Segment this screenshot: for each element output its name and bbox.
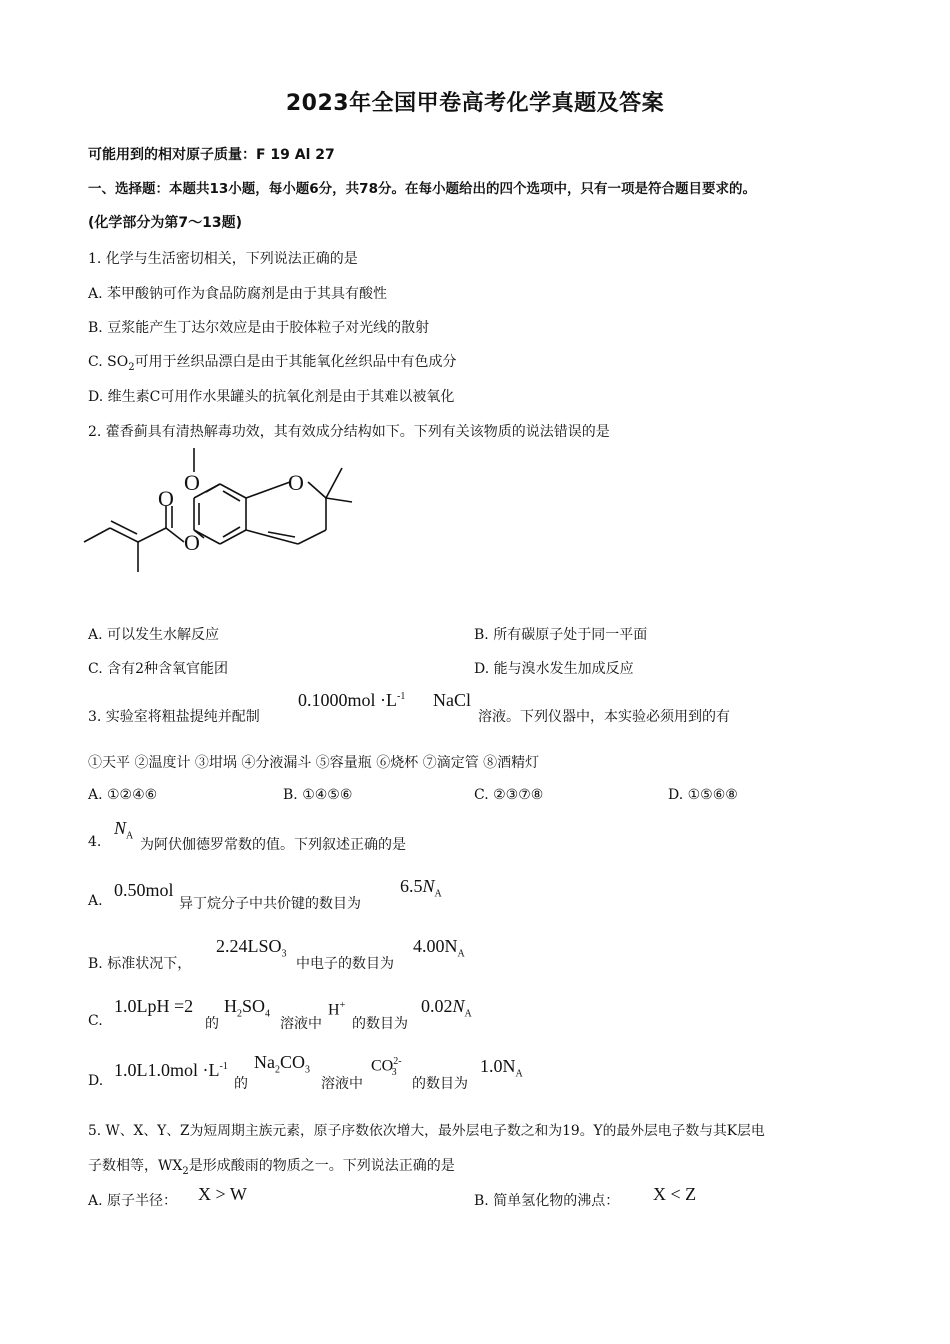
q4-c-so-sub: 4 <box>265 1008 271 1020</box>
q4-a-amount: 0.50mol <box>114 880 174 900</box>
q3-conc-sup: -1 <box>397 691 406 702</box>
q4-c-na: N <box>452 996 465 1016</box>
q4-c-so: SO <box>242 996 266 1016</box>
q5-option-b-math: X < Z <box>653 1184 697 1204</box>
q4-c-solution: 1.0LpH =2 <box>114 996 194 1016</box>
q3-stem-post: 溶液。下列仪器中，本实验必须用到的有 <box>478 709 730 725</box>
q5-line2-pre: 子数相等，WX <box>88 1158 183 1174</box>
q4-a-na-sub: A <box>434 888 442 900</box>
q4-a-value <box>400 876 442 900</box>
q4-c-text3: 的数目为 <box>352 1016 408 1032</box>
q4-d-solution <box>114 1060 228 1081</box>
q4-c-acid <box>224 996 270 1020</box>
q4-c-text2: 溶液中 <box>280 1016 322 1032</box>
q4-d-text2: 溶液中 <box>321 1076 363 1092</box>
q3-instruments: ①天平 ②温度计 ③坩埚 ④分液漏斗 ⑤容量瓶 ⑥烧杯 ⑦滴定管 ⑧酒精灯 <box>88 755 540 771</box>
q4-b-formula: 2.24LSO <box>216 936 282 956</box>
q1-option-a: A. 苯甲酸钠可作为食品防腐剂是由于其具有酸性 <box>88 286 388 302</box>
q4-c-value <box>421 996 472 1020</box>
q4-c-number: 0.02 <box>421 996 453 1016</box>
atom-o-methoxy: O <box>184 470 200 495</box>
q4-d-conc: 1.0L1.0mol ·L <box>114 1060 220 1080</box>
q4-d-ion <box>371 1056 402 1078</box>
atom-o-ring: O <box>288 470 304 495</box>
q4-b-sub: 3 <box>281 948 287 960</box>
q4-d-value <box>480 1056 523 1080</box>
q2-option-b: B. 所有碳原子处于同一平面 <box>474 627 648 643</box>
q4-d-ion-sup: 2- <box>393 1056 402 1067</box>
q4-d-ion-sub: 3 <box>391 1066 397 1078</box>
q2-option-c: C. 含有2种含氧官能团 <box>88 661 229 677</box>
atom-o-carbonyl: O <box>158 486 174 511</box>
q4-c-h-sub: 2 <box>237 1008 242 1020</box>
q4-stem-post: 为阿伏伽德罗常数的值。下列叙述正确的是 <box>140 837 406 853</box>
q3-concentration <box>298 690 405 711</box>
q5-line2 <box>88 1155 455 1177</box>
q2-option-a: A. 可以发生水解反应 <box>88 627 220 643</box>
q5-line2-post: 是形成酸雨的物质之一。下列说法正确的是 <box>188 1158 455 1174</box>
q1-option-c <box>88 351 457 373</box>
q3-conc: 0.1000mol ·L <box>298 690 397 710</box>
q1-option-d: D. 维生素C可用作水果罐头的抗氧化剂是由于其难以被氧化 <box>88 389 455 405</box>
q4-a-na: N <box>422 876 435 896</box>
q4-c-text1: 的 <box>205 1016 219 1032</box>
section-heading: 一、选择题：本题共13小题，每小题6分，共78分。在每小题给出的四个选项中，只有一项是符合题目要求的。 <box>88 181 756 197</box>
q4-b-na-sub: A <box>457 948 465 960</box>
q5-option-b-text: B. 简单氢化物的沸点： <box>474 1193 620 1209</box>
page-title: 2023年全国甲卷高考化学真题及答案 <box>285 91 665 116</box>
q3-salt: NaCl <box>433 690 471 710</box>
q3-option-c: C. ②③⑦⑧ <box>474 787 544 803</box>
q1-option-b: B. 豆浆能产生丁达尔效应是由于胶体粒子对光线的散射 <box>88 320 430 336</box>
q4-b-volume <box>216 936 287 960</box>
q4-na-sub: A <box>126 830 134 842</box>
q4-c-na-sub: A <box>464 1008 472 1020</box>
q4-b-number: 4.00N <box>413 936 458 956</box>
q1-stem: 1. 化学与生活密切相关，下列说法正确的是 <box>88 251 358 267</box>
q4-d-label: D. <box>88 1073 104 1089</box>
q4-d-text3: 的数目为 <box>412 1076 468 1092</box>
q4-c-ion <box>328 1000 345 1019</box>
q4-c-ion-h: H <box>328 1001 340 1019</box>
q4-d-ion-co: CO <box>371 1057 394 1075</box>
q4-d-co: CO <box>280 1052 306 1072</box>
atomic-mass-line: 可能用到的相对原子质量：F 19 Al 27 <box>88 147 335 163</box>
q2-stem: 2. 藿香蓟具有清热解毒功效，其有效成分结构如下。下列有关该物质的说法错误的是 <box>88 424 610 440</box>
q4-d-na: Na <box>254 1052 275 1072</box>
atom-o-ester: O <box>184 530 200 555</box>
q4-c-h: H <box>224 996 237 1016</box>
q2-option-d: D. 能与溴水发生加成反应 <box>474 661 634 677</box>
q4-na-n: N <box>114 818 127 838</box>
q4-d-na-sub2: A <box>515 1068 523 1080</box>
q3-stem-pre: 3. 实验室将粗盐提纯并配制 <box>88 709 260 725</box>
q4-b-value <box>413 936 465 960</box>
q4-a-number: 6.5 <box>400 876 423 896</box>
q5-option-a-text: A. 原子半径： <box>88 1193 178 1209</box>
q4-d-conc-sup: -1 <box>219 1061 228 1072</box>
q3-option-d: D. ①⑤⑥⑧ <box>668 787 738 803</box>
section-note: (化学部分为第7～13题) <box>88 215 243 231</box>
q4-d-co-sub: 3 <box>305 1064 311 1076</box>
q1-c-sub: 2 <box>128 361 135 373</box>
q1-c-pre: C. SO <box>88 354 129 370</box>
q4-d-na-sub: 2 <box>275 1064 280 1076</box>
q3-option-a: A. ①②④⑥ <box>88 787 158 803</box>
q4-num: 4. <box>88 834 102 850</box>
molecule-structure <box>80 448 360 578</box>
q4-c-label: C. <box>88 1013 103 1029</box>
q4-b-text: 中电子的数目为 <box>296 956 394 972</box>
q4-b-label: B. 标准状况下， <box>88 956 192 972</box>
molecule-bonds <box>84 448 352 572</box>
q4-na <box>114 818 133 842</box>
q4-d-number: 1.0N <box>480 1056 516 1076</box>
q5-line1: 5. W、X、Y、Z为短周期主族元素，原子序数依次增大，最外层电子数之和为19。Y的最外层电子数与其K层电 <box>88 1123 765 1139</box>
q4-a-label: A. <box>88 893 103 909</box>
q4-a-text: 异丁烷分子中共价键的数目为 <box>179 896 361 912</box>
q3-option-b: B. ①④⑤⑥ <box>283 787 353 803</box>
q4-d-text1: 的 <box>234 1076 248 1092</box>
q4-c-ion-sup: + <box>339 1000 346 1011</box>
q5-option-a-math: X > W <box>198 1184 247 1204</box>
q5-line2-sub: 2 <box>182 1165 189 1177</box>
q1-c-post: 可用于丝织品漂白是由于其能氧化丝织品中有色成分 <box>134 354 457 370</box>
q4-d-salt <box>254 1052 310 1076</box>
